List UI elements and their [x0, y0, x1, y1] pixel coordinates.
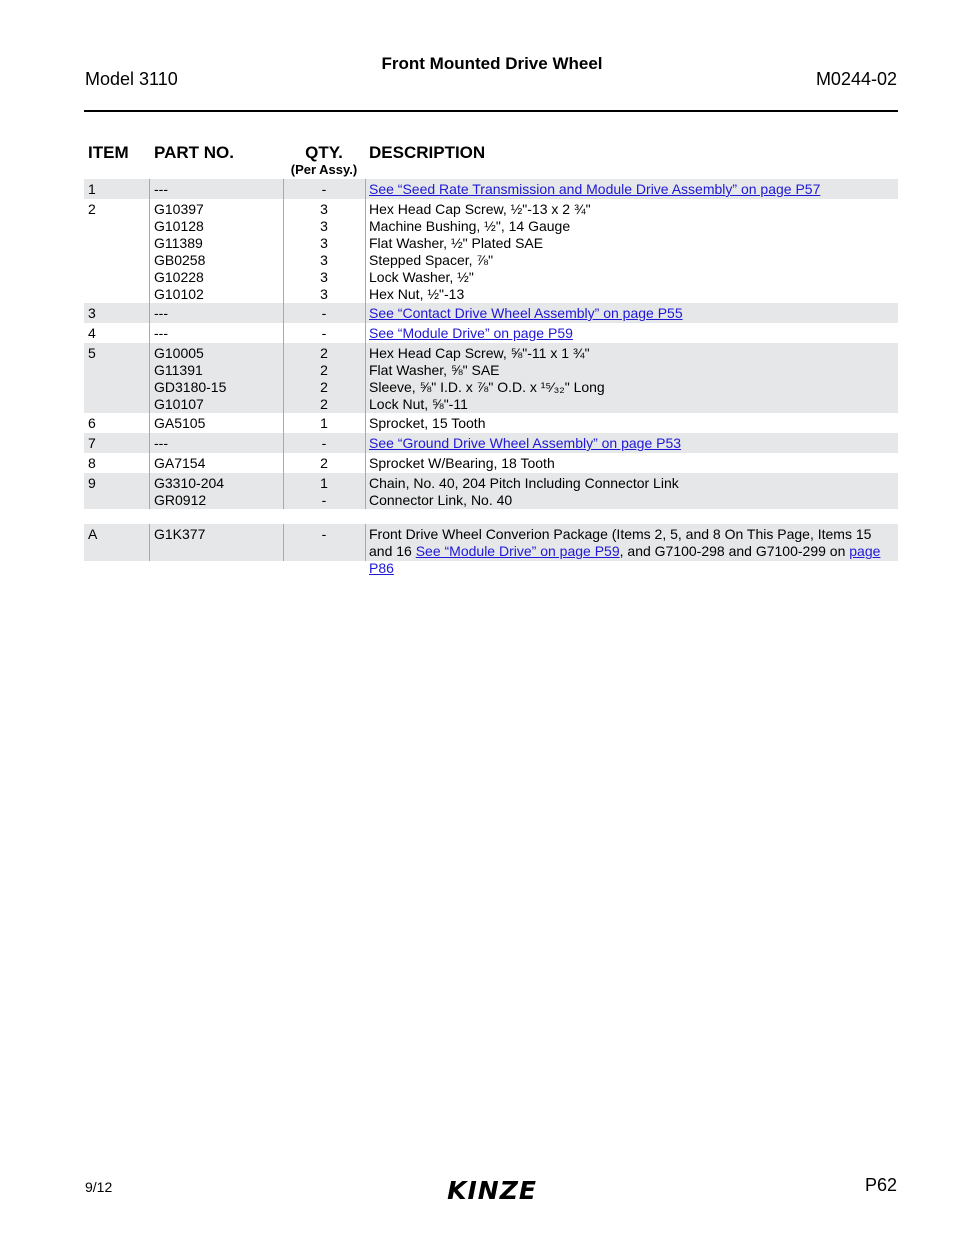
descriptions	[369, 415, 894, 432]
cell-line: G11391	[154, 362, 203, 378]
header-rule	[84, 110, 898, 112]
quantities	[283, 435, 365, 452]
cell-line: G10128	[154, 218, 204, 234]
cell-line: -	[321, 305, 327, 321]
cell-line: Lock Washer, ½"	[369, 269, 474, 285]
part-numbers	[154, 325, 168, 342]
cell-line: 2	[320, 362, 328, 378]
table-row	[84, 323, 898, 343]
model-label: Model 3110	[85, 69, 178, 89]
cell-line: Flat Washer, ½" Plated SAE	[369, 235, 544, 251]
table-row	[84, 303, 898, 323]
part-numbers	[154, 181, 168, 198]
package-row	[84, 524, 898, 576]
column-header-qty-sub: (Per Assy.)	[290, 162, 358, 177]
cell-line: ---	[154, 325, 168, 341]
descriptions	[369, 475, 894, 509]
cross-reference-link[interactable]: See “Seed Rate Transmission and Module Drive Assembly” on page P57	[369, 181, 821, 197]
quantities	[283, 455, 365, 472]
part-numbers	[154, 201, 205, 303]
quantities	[283, 201, 365, 303]
item-number: 5	[88, 345, 96, 361]
cell-line: 3	[320, 269, 328, 285]
cell-line: Chain, No. 40, 204 Pitch Including Connector Link	[369, 475, 679, 491]
cell-line: Sprocket, 15 Tooth	[369, 415, 486, 431]
cell-line: GA7154	[154, 455, 206, 471]
cell-line: 1	[320, 415, 328, 431]
description-text: , and G7100-298 and G7100-299 on	[619, 543, 850, 559]
module-drive-link[interactable]: See “Module Drive” on page P59	[415, 543, 620, 559]
column-divider	[149, 453, 150, 473]
item-number: 8	[88, 455, 96, 471]
item-number: 6	[88, 415, 96, 431]
footer-page-number: P62	[864, 1175, 897, 1195]
column-divider	[365, 433, 366, 453]
cell-line: 3	[320, 218, 328, 234]
descriptions	[369, 201, 894, 303]
column-header-part-no: PART NO.	[154, 143, 234, 162]
cell-line: -	[321, 492, 327, 508]
table-row	[84, 179, 898, 199]
descriptions	[369, 345, 894, 413]
cell-line: 2	[320, 396, 328, 412]
item-number: 9	[88, 475, 96, 491]
cell-line: G3310-204	[154, 475, 225, 491]
table-spacer	[84, 509, 898, 524]
column-divider	[365, 199, 366, 303]
cell-line: -	[321, 435, 327, 451]
table-row	[84, 433, 898, 453]
cross-reference-link[interactable]: See “Ground Drive Wheel Assembly” on page P53	[369, 435, 682, 451]
cell-line: 1	[320, 475, 328, 491]
cell-line: Lock Nut, ⅝"-11	[369, 396, 468, 412]
descriptions	[369, 325, 894, 342]
column-divider	[149, 413, 150, 433]
cell-line: 3	[320, 235, 328, 251]
cell-line: Machine Bushing, ½", 14 Gauge	[369, 218, 571, 234]
column-divider	[149, 473, 150, 509]
cell-line: -	[321, 325, 327, 341]
column-divider	[365, 413, 366, 433]
cell-line: Sleeve, ⅝" I.D. x ⅞" O.D. x ¹⁵⁄₃₂" Long	[369, 379, 605, 395]
cross-reference-link[interactable]: See “Contact Drive Wheel Assembly” on page P55	[369, 305, 683, 321]
package-description	[369, 526, 894, 577]
column-divider	[149, 323, 150, 343]
item-number: 7	[88, 435, 96, 451]
descriptions	[369, 305, 894, 322]
quantities	[283, 305, 365, 322]
item-number: A	[88, 526, 98, 542]
column-divider	[149, 524, 150, 561]
cross-reference-link[interactable]: See “Module Drive” on page P59	[369, 325, 573, 341]
cell-line: Hex Nut, ½"-13	[369, 286, 465, 302]
quantities	[283, 415, 365, 432]
cell-line: G10102	[154, 286, 204, 302]
part-numbers	[154, 475, 224, 509]
part-numbers	[154, 345, 226, 413]
parts-table	[84, 179, 898, 576]
item-number: 3	[88, 305, 96, 321]
column-divider	[149, 179, 150, 199]
part-numbers	[154, 305, 168, 322]
item-number: 2	[88, 201, 96, 217]
column-divider	[365, 303, 366, 323]
table-row	[84, 343, 898, 413]
cell-line: Flat Washer, ⅝" SAE	[369, 362, 500, 378]
part-numbers	[154, 435, 168, 452]
part-numbers	[154, 415, 205, 432]
column-divider	[149, 343, 150, 413]
cell-line: 2	[320, 455, 328, 471]
cell-line: G10107	[154, 396, 204, 412]
cell-line: GB0258	[154, 252, 206, 268]
cell-line: Stepped Spacer, ⅞"	[369, 252, 494, 268]
cell-line: 3	[320, 286, 328, 302]
descriptions	[369, 181, 894, 198]
quantities	[283, 325, 365, 342]
cell-line: -	[321, 181, 327, 197]
cell-line: GR0912	[154, 492, 207, 508]
cell-line: ---	[154, 181, 168, 197]
quantities	[283, 181, 365, 198]
document-number: M0244-02	[815, 69, 897, 89]
cell-line: 3	[320, 252, 328, 268]
page-title: Front Mounted Drive Wheel	[381, 54, 603, 73]
column-divider	[149, 433, 150, 453]
cell-line: G11389	[154, 235, 203, 251]
description-text: Front Drive Wheel Converion Package (Items 2, 5, and 8 On This Page, Items 15 and 16	[369, 526, 872, 559]
cell-line: 2	[320, 379, 328, 395]
quantity: -	[321, 526, 327, 542]
descriptions	[369, 455, 894, 472]
cell-line: G10397	[154, 201, 204, 217]
quantities	[283, 345, 365, 413]
column-header-item: ITEM	[88, 143, 129, 162]
part-number: G1K377	[154, 526, 206, 542]
cell-line: 2	[320, 345, 328, 361]
table-row	[84, 453, 898, 473]
descriptions	[369, 435, 894, 452]
column-divider	[365, 453, 366, 473]
item-number: 4	[88, 325, 96, 341]
cell-line: Hex Head Cap Screw, ½"-13 x 2 ¾"	[369, 201, 591, 217]
cell-line: Hex Head Cap Screw, ⅝"-11 x 1 ¾"	[369, 345, 590, 361]
item-number: 1	[88, 181, 96, 197]
column-divider	[149, 199, 150, 303]
cell-line: Connector Link, No. 40	[369, 492, 513, 508]
cell-line: ---	[154, 435, 168, 451]
quantities	[283, 475, 365, 509]
svg-text:KINZE: KINZE	[447, 1177, 537, 1203]
column-divider	[365, 473, 366, 509]
column-divider	[365, 343, 366, 413]
table-row	[84, 473, 898, 509]
cell-line: GD3180-15	[154, 379, 227, 395]
table-row	[84, 199, 898, 303]
table-row	[84, 413, 898, 433]
cell-line: G10005	[154, 345, 204, 361]
column-header-qty: QTY.	[305, 143, 343, 162]
kinze-logo	[432, 1177, 552, 1203]
column-divider	[365, 524, 366, 561]
cell-line: ---	[154, 305, 168, 321]
part-numbers	[154, 455, 205, 472]
cell-line: GA5105	[154, 415, 206, 431]
column-divider	[149, 303, 150, 323]
cell-line: 3	[320, 201, 328, 217]
footer-date: 9/12	[85, 1179, 113, 1195]
column-divider	[365, 323, 366, 343]
page-p86-link[interactable]: page P86	[369, 543, 881, 576]
column-divider	[365, 179, 366, 199]
cell-line: G10228	[154, 269, 204, 285]
cell-line: Sprocket W/Bearing, 18 Tooth	[369, 455, 555, 471]
column-header-description: DESCRIPTION	[369, 143, 486, 162]
